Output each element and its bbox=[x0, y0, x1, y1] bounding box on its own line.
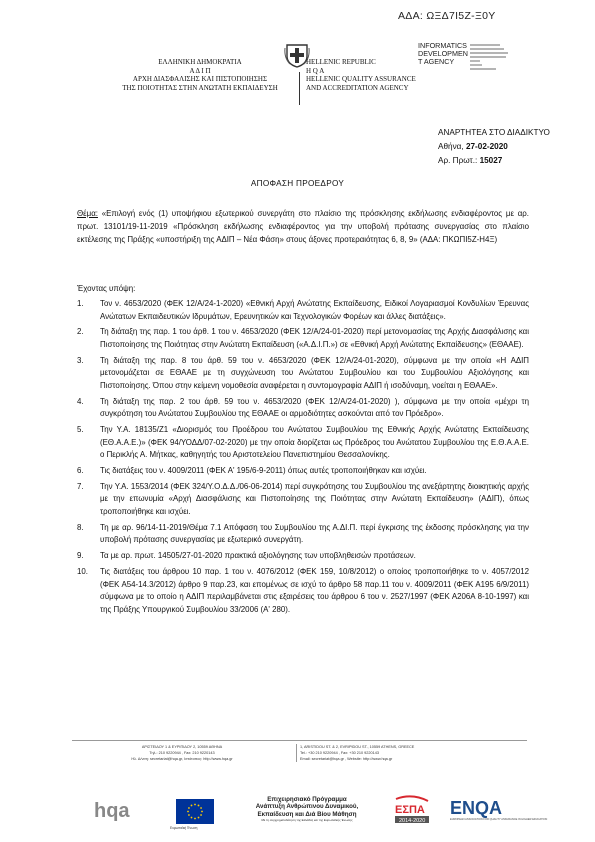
protocol-number: 15027 bbox=[479, 156, 503, 165]
stamp-line: DEVELOPMEN bbox=[418, 49, 468, 58]
list-item: 3. Τη διάταξη της παρ. 8 του άρθ. 59 του ν. 4653/2020 (ΦΕΚ 12/Α/24-01-2020), σύμφωνα με την οποία «Η ΑΔΙΠ μετονομάζεται σε ΕΘΑΑΕ με τη συγχώνευση του Ανώτατου Συμβουλίου και του Συμβουλίου Αξιολόγησης και Πιστοποίησης. Όπου στην κείμενη νομοθεσία αναφέρεται η συντομογραφία ΑΔΙΠ ή ισοδύναμη, νοείται η ΕΘΑΑΕ». bbox=[77, 355, 529, 390]
list-item: 9. Τα με αρ. πρωτ. 14505/27-01-2020 πρακτικά αξιολόγησης των υποβληθεισών προτάσεων. bbox=[77, 551, 416, 561]
footer-address-greek bbox=[72, 744, 292, 762]
footer-line: Τηλ.: 210 9220944 , Fax: 210 9220143 bbox=[149, 751, 215, 755]
subject-text: «Επιλογή ενός (1) υποψήφιου εξωτερικού συνεργάτη στο πλαίσιο της πρόσκλησης εκδήλωσης ενδιαφέροντος με αρ. πρωτ. 13101/19-11-2019 «Πρόσκληση εκδήλωσης ενδιαφέροντος για την υποβολή πρότασης συνεργασίας στο πλαίσιο εκτέλεσης της Πράξης «υποστήριξη της ΑΔΙΠ – Νέα Φάση» στους άξονες προτεραιότητας 6, 8, 9» (ΑΔΑ: ΠΚΩΠΙ5Ζ-Η4Ξ) bbox=[77, 209, 529, 244]
document-meta bbox=[438, 126, 550, 168]
eu-star-icon bbox=[194, 804, 196, 806]
greek-authority-line2: ΤΗΣ ΠΟΙΟΤΗΤΑΣ ΣΤΗΝ ΑΝΩΤΑΤΗ ΕΚΠΑΙΔΕΥΣΗ bbox=[122, 83, 278, 92]
list-item: 7. Την Υ.Α. 1553/2014 (ΦΕΚ 324/Υ.Ο.Δ.Δ./06-06-2014) περί συγκρότησης του Συμβουλίου της ανεξάρτητης διοικητικής αρχής με την επωνυμία «Αρχή Διασφάλισης και Πιστοποίησης της Ποιότητας στην Ανώτατη Εκπαίδευση» (ΑΔΙΠ), όπως τροποποιήθηκε και ισχύει. bbox=[77, 481, 529, 517]
espa-years: 2014-2020 bbox=[399, 818, 426, 824]
eu-star-icon bbox=[191, 805, 193, 807]
list-item: 1. Τον ν. 4653/2020 (ΦΕΚ 12/Α/24-1-2020) «Εθνική Αρχή Ανώτατης Εκπαίδευσης, Ειδικοί Λογαριασμοί Κονδυλίων Έρευνας Ανώτατων Εκπαιδευτικών Ιδρυμάτων, Ερευνητικών και Τεχνολογικών Φορέων και άλλες διατάξεις». bbox=[77, 299, 529, 321]
list-item: 8. Τη με αρ. 96/14-11-2019/Θέμα 7.1 Απόφαση του Συμβουλίου της Α.ΔΙ.Π. περί έγκρισης της έκδοσης πρόσκλησης για την υποβολή πρότασης συνεργασίας με εξωτερικό συνεργάτη. bbox=[77, 522, 529, 545]
date-value: 27-02-2020 bbox=[465, 142, 508, 151]
greek-republic: ΕΛΛΗΝΙΚΗ ΔΗΜΟΚΡΑΤΙΑ bbox=[158, 58, 242, 66]
footer-address-english bbox=[300, 744, 520, 762]
list-item: 4. Τη διάταξη της παρ. 2 του άρθ. 59 του ν. 4653/2020 (ΦΕΚ 12/Α/24-01-2020) ), σύμφωνα με την οποία «μέχρι τη συγκρότηση του Ανώτατου Συμβουλίου της ΕΘΑΑΕ οι αρμοδιότητες ασκούνται από τον Πρόεδρο». bbox=[77, 396, 529, 419]
footer-line: Tel.: +30 210 9220944 , Fax: +30 210 9220143 bbox=[300, 751, 379, 755]
considerations-list bbox=[77, 298, 529, 620]
eu-star-icon bbox=[188, 814, 190, 816]
eu-star-icon bbox=[188, 807, 190, 809]
having-label: Έχοντας υπόψη: bbox=[77, 284, 136, 293]
list-item-text: Τη με αρ. 96/14-11-2019/Θέμα 7.1 Απόφαση του Συμβουλίου της Α.ΔΙ.Π. περί έγκρισης της έκδοσης πρόσκλησης για την υποβολή πρότασης συνεργασίας με εξωτερικό συνεργάτη. bbox=[100, 522, 529, 545]
protocol-line bbox=[438, 154, 550, 168]
enqa-subtitle: EUROPEAN ASSOCIATION FOR QUALITY ASSURANCE IN HIGHER EDUCATION bbox=[450, 818, 548, 821]
eu-star-icon bbox=[191, 817, 193, 819]
espa-text: ΕΣΠΑ bbox=[395, 804, 425, 816]
eu-star-icon bbox=[201, 811, 203, 813]
list-item-text: Τη διάταξη της παρ. 1 του άρθ. 1 του ν. 4653/2020 (ΦΕΚ 12/Α/24-01-2020) περί μετονομασίας της Αρχής Διασφάλισης και Πιστοποίησης της Ποιότητας στην Ανώτατη Εκπαίδευση («Α.Δ.Ι.Π.») σε «Εθνική Αρχή Ανώτατης Εκπαίδευσης» (ΕΘΑΑΕ). bbox=[100, 327, 529, 349]
espa-logo-icon bbox=[392, 795, 432, 825]
eu-star-icon bbox=[198, 805, 200, 807]
eu-star-icon bbox=[200, 814, 202, 816]
date-prefix: Αθήνα, bbox=[438, 142, 466, 151]
hqa-logo-text: hqa bbox=[94, 800, 130, 822]
operational-programme bbox=[232, 796, 382, 822]
english-authority-line1: HELLENIC QUALITY ASSURANCE bbox=[306, 75, 416, 84]
footer-line: ΑΡΙΣΤΕΙΔΟΥ 1 & ΕΥΡΙΠΙΔΟΥ 2, 10559 ΑΘΗΝΑ bbox=[141, 745, 223, 749]
header-divider bbox=[299, 72, 300, 105]
list-item-text: Τα με αρ. πρωτ. 14505/27-01-2020 πρακτικά αξιολόγησης των υποβληθεισών προτάσεων. bbox=[100, 551, 416, 561]
ada-code: ΑΔΑ: ΩΞΔ7Ι5Ζ-Ξ0Υ bbox=[398, 10, 496, 22]
informatics-stamp bbox=[418, 42, 472, 66]
list-item: 10. Τις διατάξεις του άρθρου 10 παρ. 1 του ν. 4076/2012 (ΦΕΚ 159, 10/8/2012) ο οποίος τροποποιήθηκε το ν. 4057/2012 (ΦΕΚ Α54-14.3/2012) άρθρο 9 παρ.23, και επομένως σε ισχύ το άρθρο 58 παρ.11 του ν. 4009/2011 (ΦΕΚ Α195 6/9/2011) σύμφωνα με το οποίο η ΑΔΙΠ περιλαμβάνεται στις εξαιρέσεις του άρθρου 6 του ν. 2527/1997 (ΦΕΚ Α206Α 8-10-1997) και της Πράξης Υπουργικού Συμβουλίου 33/2006 (Α' 280). bbox=[77, 566, 529, 614]
subject-paragraph bbox=[77, 207, 529, 246]
enqa-logo-text: ENQA bbox=[450, 798, 503, 818]
programme-line: Ανάπτυξη Ανθρώπινου Δυναμικού, bbox=[255, 803, 359, 811]
header-greek bbox=[105, 58, 295, 92]
footer-divider bbox=[72, 740, 527, 741]
signature-stamp-lines bbox=[470, 43, 512, 73]
footer-line: Ηλ. Δ/νση: secretariat@hqa.gr, Ιστότοπος: http://www.hqa.gr bbox=[131, 757, 233, 761]
enqa-logo-icon bbox=[448, 792, 548, 830]
list-item-text: Την Υ.Α. 1553/2014 (ΦΕΚ 324/Υ.Ο.Δ.Δ./06-06-2014) περί συγκρότησης του Συμβουλίου της ανεξάρτητης διοικητικής αρχής με την επωνυμία «Αρχή Διασφάλισης και Πιστοποίησης της Ποιότητας στην Ανώτατη Εκπαίδευση» (ΑΔΙΠ), όπως τροποποιήθηκε και ισχύει. bbox=[100, 481, 529, 517]
list-item-text: Τη διάταξη της παρ. 2 του άρθ. 59 του ν. 4653/2020 (ΦΕΚ 12/Α/24-01-2020) ), σύμφωνα με την οποία «μέχρι τη συγκρότηση του Ανώτατου Συμβουλίου της ΕΘΑΑΕ οι αρμοδιότητες ασκούνται από τον Πρόεδρο». bbox=[100, 396, 529, 419]
list-item-text: Τις διατάξεις του ν. 4009/2011 (ΦΕΚ Α' 195/6-9-2011) όπως αυτές τροποποιήθηκαν και ισχύει. bbox=[100, 466, 427, 476]
stamp-line: INFORMATICS bbox=[418, 41, 467, 50]
stamp-line: T AGENCY bbox=[418, 57, 455, 66]
programme-cofunding: Με τη συγχρηματοδότηση της Ελλάδας και της Ευρωπαϊκής Ένωσης bbox=[261, 818, 353, 823]
list-item-text: Τη διάταξη της παρ. 8 του άρθ. 59 του ν. 4653/2020 (ΦΕΚ 12/Α/24-01-2020), σύμφωνα με την οποία «Η ΑΔΙΠ μετονομάζεται σε ΕΘΑΑΕ με τη συγχώνευση του Ανώτατου Συμβουλίου και του Συμβουλίου Αξιολόγησης και Πιστοποίησης. Όπου στην κείμενη νομοθεσία αναφέρεται η συντομογραφία ΑΔΙΠ ή ισοδύναμη, νοείται η ΕΘΑΑΕ». bbox=[100, 355, 529, 390]
eu-star-icon bbox=[194, 818, 196, 820]
english-authority-line2: AND ACCREDITATION AGENCY bbox=[306, 83, 409, 92]
greek-authority-line1: ΑΡΧΗ ΔΙΑΣΦΑΛΙΣΗΣ ΚΑΙ ΠΙΣΤΟΠΟΙΗΣΗΣ bbox=[132, 75, 268, 84]
list-item-text: Την Υ.Α. 18135/Ζ1 «Διορισμός του Προέδρου του Ανώτατου Συμβουλίου της Εθνικής Αρχής Ανώτατης Εκπαίδευσης (ΕΘ.Α.Α.Ε.)» (ΦΕΚ 94/ΥΟΔΔ/07-02-2020) με την οποία διορίζεται ως Πρόεδρος του Ανώτατου Συμβουλίου της Ε.Θ.Α.Α.Ε. ο Περικλής Α. Μήτκας, καθηγητής του Αριστοτελείου Πανεπιστημίου Θεσσαλονίκης. bbox=[100, 425, 529, 460]
footer-column-divider bbox=[296, 744, 297, 762]
programme-line: Εκπαίδευση και Διά Βίου Μάθηση bbox=[257, 810, 357, 818]
espa-arc bbox=[396, 796, 428, 801]
footer-line: 1, ARISTIDOU ST. & 2, EVRIPIDOU ST., 10559 ATHENS, GREECE bbox=[300, 745, 415, 749]
date-line bbox=[438, 140, 550, 154]
list-item-text: Τον ν. 4653/2020 (ΦΕΚ 12/Α/24-1-2020) «Εθνική Αρχή Ανώτατης Εκπαίδευσης, Ειδικοί Λογαριασμοί Κονδυλίων Έρευνας Ανώτατων Εκπαιδευτικών Ιδρυμάτων, Ερευνητικών και Τεχνολογικών Φορέων και άλλες διατάξεις». bbox=[100, 299, 529, 321]
list-item: 6. Τις διατάξεις του ν. 4009/2011 (ΦΕΚ Α' 195/6-9-2011) όπως αυτές τροποποιήθηκαν και ισχύει. bbox=[77, 466, 427, 476]
hqa-logo-icon bbox=[92, 793, 138, 825]
greek-acronym: Α Δ Ι Π bbox=[189, 66, 211, 75]
document-title: ΑΠΟΦΑΣΗ ΠΡΟΕΔΡΟΥ bbox=[250, 179, 345, 188]
subject-label: Θέμα: bbox=[77, 209, 98, 218]
english-republic: HELLENIC REPUBLIC bbox=[306, 58, 376, 66]
footer-line: Email: secretariat@hqa.gr , Website: http://www.hqa.gr bbox=[300, 757, 393, 761]
list-item: 2. Τη διάταξη της παρ. 1 του άρθ. 1 του ν. 4653/2020 (ΦΕΚ 12/Α/24-01-2020) περί μετονομασίας της Αρχής Διασφάλισης και Πιστοποίησης της Ποιότητας στην Ανώτατη Εκπαίδευση («Α.Δ.Ι.Π.») σε «Εθνική Αρχή Ανώτατης Εκπαίδευσης» (ΕΘΑΑΕ). bbox=[77, 327, 529, 349]
eu-star-icon bbox=[198, 817, 200, 819]
eu-flag-icon bbox=[176, 799, 214, 824]
english-acronym: H Q A bbox=[306, 66, 325, 75]
list-item: 5. Την Υ.Α. 18135/Ζ1 «Διορισμός του Προέδρου του Ανώτατου Συμβουλίου της Εθνικής Αρχής Ανώτατης Εκπαίδευσης (ΕΘ.Α.Α.Ε.)» (ΦΕΚ 94/ΥΟΔΔ/07-02-2020) με την οποία διορίζεται ως Πρόεδρος του Ανώτατου Συμβουλίου της Ε.Θ.Α.Α.Ε. ο Περικλής Α. Μήτκας, καθηγητής του Αριστοτελείου Πανεπιστημίου Θεσσαλονίκης. bbox=[77, 425, 529, 460]
list-item-text: Τις διατάξεις του άρθρου 10 παρ. 1 του ν. 4076/2012 (ΦΕΚ 159, 10/8/2012) ο οποίος τροποποιήθηκε το ν. 4057/2012 (ΦΕΚ Α54-14.3/2012) άρθρο 9 παρ.23, και επομένως σε ισχύ το άρθρο 58 παρ.11 του ν. 4009/2011 (ΦΕΚ Α195 6/9/2011) σύμφωνα με το οποίο η ΑΔΙΠ περιλαμβάνεται στις εξαιρέσεις του άρθρου 6 του ν. 2527/1997 (ΦΕΚ Α206Α 8-10-1997) και της Πράξης Υπουργικού Συμβουλίου 33/2006 (Α' 280). bbox=[100, 566, 529, 614]
protocol-prefix: Αρ. Πρωτ.: bbox=[438, 156, 480, 165]
publish-online-label: ΑΝΑΡΤΗΤΕΑ ΣΤΟ ΔΙΑΔΙΚΤΥΟ bbox=[438, 128, 550, 137]
eu-star-icon bbox=[187, 811, 189, 813]
eu-star-icon bbox=[200, 807, 202, 809]
programme-line: Επιχειρησιακό Πρόγραμμα bbox=[267, 796, 347, 803]
eu-flag-field bbox=[176, 799, 214, 824]
eu-label: Ευρωπαϊκή Ένωση bbox=[170, 826, 198, 830]
